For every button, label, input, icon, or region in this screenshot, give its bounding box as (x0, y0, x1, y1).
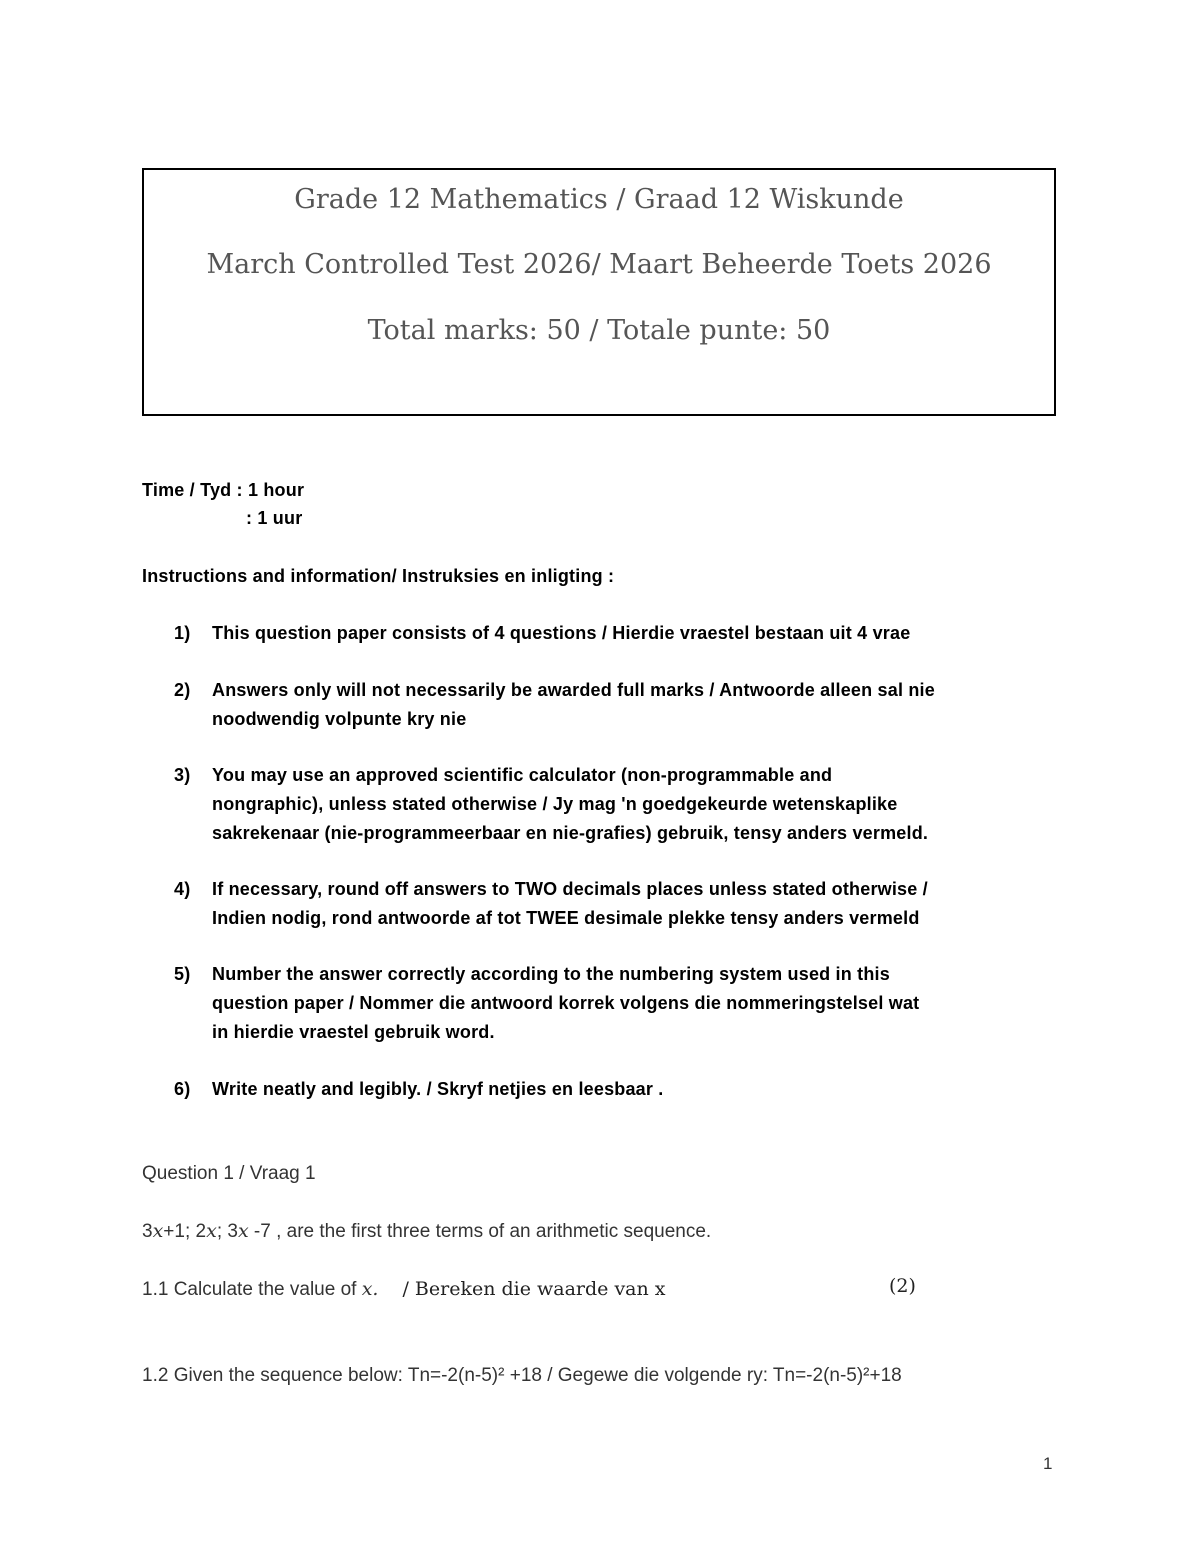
instruction-number: 5) (174, 964, 191, 984)
instruction-number: 4) (174, 879, 191, 899)
q11-text: 1.1 Calculate the value of (142, 1279, 362, 1300)
instructions-heading: Instructions and information/ Instruksies en inligting : (142, 566, 615, 586)
instruction-number: 1) (174, 623, 191, 643)
instruction-text: If necessary, round off answers to TWO decimals places unless stated otherwise / Indien nodig, rond antwoorde af tot TWEE desimale plekke tensy anders vermeld (212, 879, 928, 928)
seq-part: 3 (142, 1221, 153, 1242)
test-name: March Controlled Test 2026/ Maart Beheerde Toets 2026 (206, 249, 992, 280)
question-1-1 (142, 1275, 666, 1304)
seq-part: -7 , are the first three terms of an arithmetic sequence. (248, 1221, 712, 1242)
total-marks: Total marks: 50 / Totale punte: 50 (367, 315, 831, 346)
question-1-sequence (142, 1217, 711, 1246)
instruction-text: Write neatly and legibly. / Skryf netjies en leesbaar . (212, 1079, 664, 1099)
question-1-heading: Question 1 / Vraag 1 (142, 1163, 316, 1184)
question-1-1-marks: (2) (889, 1275, 916, 1297)
time-label-afrikaans: : 1 uur (246, 508, 303, 528)
question-1-2: 1.2 Given the sequence below: Tn=-2(n-5)² +18 / Gegewe die volgende ry: Tn=-2(n-5)²+18 (142, 1365, 902, 1386)
instruction-text: This question paper consists of 4 questions / Hierdie vraestel bestaan uit 4 vrae (212, 623, 911, 643)
seq-variable: x (206, 1220, 217, 1242)
seq-variable: x (237, 1220, 249, 1242)
paper-title: Grade 12 Mathematics / Graad 12 Wiskunde (294, 184, 904, 215)
title-box (142, 168, 1056, 416)
q11-variable: x. (361, 1278, 379, 1300)
instruction-text: Answers only will not necessarily be awarded full marks / Antwoorde alleen sal nie noodwendig volpunte kry nie (212, 680, 935, 729)
instruction-text: You may use an approved scientific calculator (non-programmable and nongraphic), unless stated otherwise / Jy mag 'n goedgekeurde wetenskaplike sakrekenaar (nie-programmeerbaar en nie-grafies) gebruik, tensy anders vermeld. (212, 765, 929, 843)
instruction-text: Number the answer correctly according to the numbering system used in this question paper / Nommer die antwoord korrek volgens die nommeringstelsel wat in hierdie vraestel gebruik word. (212, 964, 920, 1042)
seq-part: +1; 2 (163, 1221, 207, 1242)
page-number: 1 (1043, 1454, 1053, 1473)
time-label: Time / Tyd : 1 hour (142, 480, 305, 500)
q11-afrikaans: / Bereken die waarde van x (402, 1278, 666, 1300)
seq-variable: x (152, 1220, 164, 1242)
seq-part: ; 3 (216, 1221, 238, 1242)
instruction-number: 3) (174, 765, 191, 785)
instruction-number: 2) (174, 680, 191, 700)
instruction-number: 6) (174, 1079, 191, 1099)
